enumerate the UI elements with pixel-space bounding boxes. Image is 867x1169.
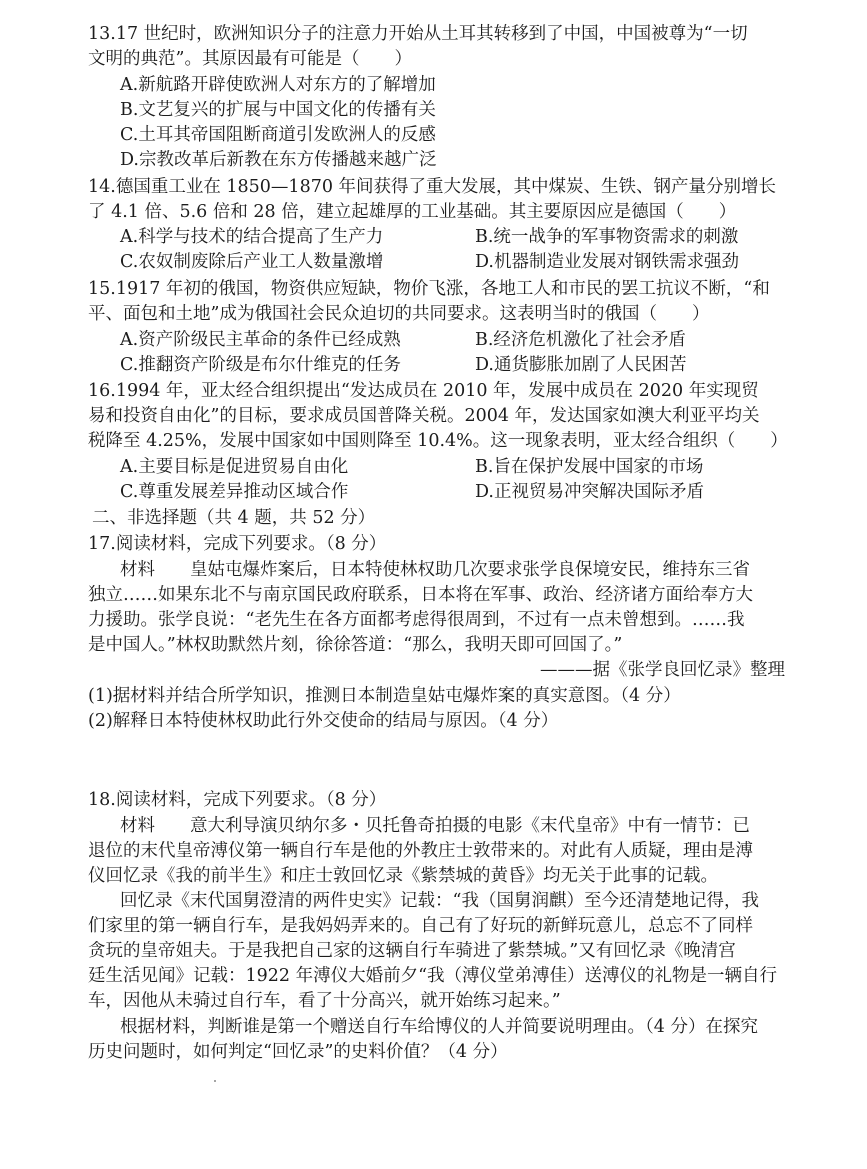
q15-stem-line2: 平、面包和土地”成为俄国社会民众迫切的共同要求。这表明当时的俄国（ ） — [88, 304, 710, 324]
q16-stem-line1: 16.1994 年，亚太经合组织提出“发达成员在 2010 年，发展中成员在 2020 年实现贸 — [88, 381, 759, 401]
q15-option-d: D.通货膨胀加剧了人民困苦 — [475, 355, 687, 375]
q18-para2-line5: 车，因他从未骑过自行车，看了十分高兴，就开始练习起来。” — [88, 991, 561, 1011]
q16-option-d: D.正视贸易冲突解决国际矛盾 — [475, 482, 704, 502]
q14-option-a: A.科学与技术的结合提高了生产力 — [120, 227, 384, 247]
q17-material-line4: 是中国人。”林权助默然片刻，徐徐答道：“那么，我明天即可回国了。” — [88, 635, 623, 655]
q18-title: 18.阅读材料，完成下列要求。（8 分） — [88, 790, 387, 810]
q16-stem-line3: 税降至 4.25%，发展中国家如中国则降至 10.4%。这一现象表明，亚太经合组织（ ） — [88, 431, 788, 451]
q16-option-c: C.尊重发展差异推动区域合作 — [120, 482, 349, 502]
q18-para1-line1: 材料 意大利导演贝纳尔多・贝托鲁奇拍摄的电影《末代皇帝》中有一情节：已 — [120, 816, 750, 836]
q13-stem-line1: 13.17 世纪时，欧洲知识分子的注意力开始从土耳其转移到了中国，中国被尊为“一切 — [88, 24, 748, 44]
q13-option-d: D.宗教改革后新教在东方传播越来越广泛 — [120, 150, 437, 170]
q17-question-1: (1)据材料并结合所学知识，推测日本制造皇姑屯爆炸案的真实意图。（4 分） — [88, 686, 681, 706]
q18-para1-line2: 退位的末代皇帝溥仪第一辆自行车是他的外教庄士敦带来的。对此有人质疑，理由是溥 — [88, 841, 753, 861]
q17-source: ———据《张学良回忆录》整理 — [540, 660, 785, 680]
scan-speck — [214, 1080, 216, 1082]
q15-option-b: B.经济危机激化了社会矛盾 — [475, 330, 686, 350]
q17-material-line2: 独立……如果东北不与南京国民政府联系，日本将在军事、政治、经济诸方面给奉方大 — [88, 585, 753, 605]
q18-task-line2: 历史问题时，如何判定“回忆录”的史料价值？（4 分） — [88, 1042, 508, 1062]
q14-option-d: D.机器制造业发展对钢铁需求强劲 — [475, 252, 739, 272]
q14-stem-line2: 了 4.1 倍、5.6 倍和 28 倍，建立起雄厚的工业基础。其主要原因应是德国（ ） — [88, 202, 737, 222]
q14-option-b: B.统一战争的军事物资需求的刺激 — [475, 227, 739, 247]
q14-stem-line1: 14.德国重工业在 1850—1870 年间获得了重大发展，其中煤炭、生铁、钢产量分别增长 — [88, 177, 777, 197]
q15-option-c: C.推翻资产阶级是布尔什维克的任务 — [120, 355, 401, 375]
q13-option-c: C.土耳其帝国阻断商道引发欧洲人的反感 — [120, 125, 436, 145]
q17-material-line1: 材料 皇姑屯爆炸案后，日本特使林权助几次要求张学良保境安民，维持东三省 — [120, 560, 750, 580]
q16-option-a: A.主要目标是促进贸易自由化 — [120, 457, 349, 477]
q13-option-b: B.文艺复兴的扩展与中国文化的传播有关 — [120, 100, 436, 120]
section-heading: 二、非选择题（共 4 题，共 52 分） — [92, 508, 376, 528]
q18-para1-line3: 仪回忆录《我的前半生》和庄士敦回忆录《紫禁城的黄昏》均无关于此事的记载。 — [88, 866, 718, 886]
q14-option-c: C.农奴制废除后产业工人数量激增 — [120, 252, 384, 272]
q18-para2-line1: 回忆录《末代国舅澄清的两件史实》记载：“我（国舅润麒）至今还清楚地记得，我 — [120, 891, 759, 911]
q13-option-a: A.新航路开辟使欧洲人对东方的了解增加 — [120, 75, 436, 95]
q17-question-2: (2)解释日本特使林权助此行外交使命的结局与原因。（4 分） — [88, 711, 559, 731]
q13-stem-line2: 文明的典范”。其原因最有可能是（ ） — [88, 49, 412, 69]
q15-stem-line1: 15.1917 年初的俄国，物资供应短缺，物价飞涨，各地工人和市民的罢工抗议不断，“和 — [88, 279, 770, 299]
q16-option-b: B.旨在保护发展中国家的市场 — [475, 457, 704, 477]
q18-task-line1: 根据材料，判断谁是第一个赠送自行车给博仪的人并简要说明理由。（4 分）在探究 — [120, 1017, 758, 1037]
q18-para2-line3: 贪玩的皇帝姐夫。于是我把自己家的这辆自行车骑进了紫禁城。”又有回忆录《晚清宫 — [88, 941, 736, 961]
q17-material-line3: 力援助。张学良说：“老先生在各方面都考虑得很周到，不过有一点未曾想到。……我 — [88, 610, 745, 630]
q17-title: 17.阅读材料，完成下列要求。（8 分） — [88, 534, 387, 554]
q18-para2-line4: 廷生活见闻》记载：1922 年溥仪大婚前夕“我（溥仪堂弟溥佳）送溥仪的礼物是一辆自行 — [88, 966, 778, 986]
q18-para2-line2: 们家里的第一辆自行车，是我妈妈弄来的。自己有了好玩的新鲜玩意儿，总忘不了同样 — [88, 916, 753, 936]
q16-stem-line2: 易和投资自由化”的目标，要求成员国普降关税。2004 年，发达国家如澳大利亚平均关 — [88, 406, 760, 426]
q15-option-a: A.资产阶级民主革命的条件已经成熟 — [120, 330, 401, 350]
